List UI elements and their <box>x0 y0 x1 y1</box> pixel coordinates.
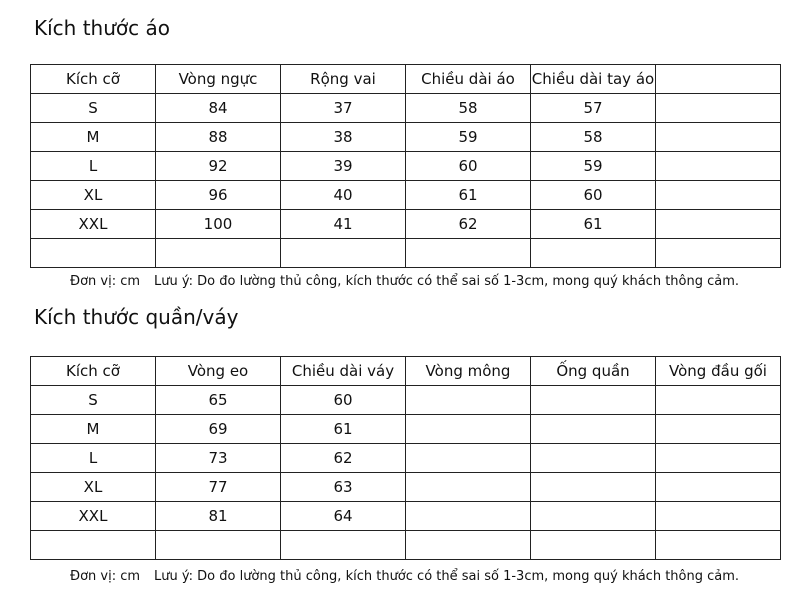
table-row <box>31 210 781 239</box>
table-cell <box>656 502 781 531</box>
table-cell <box>281 531 406 560</box>
table-row <box>31 444 781 473</box>
table-cell: 41 <box>281 210 406 239</box>
table-cell: 64 <box>281 502 406 531</box>
table-cell: L <box>31 444 156 473</box>
table-cell <box>406 531 531 560</box>
table-row <box>31 415 781 444</box>
table-cell: 58 <box>406 94 531 123</box>
table-cell <box>656 415 781 444</box>
table-row <box>31 94 781 123</box>
table-cell <box>656 473 781 502</box>
table-cell <box>156 239 281 268</box>
table-cell <box>656 210 781 239</box>
table-cell: 38 <box>281 123 406 152</box>
table-cell: M <box>31 123 156 152</box>
shirt-size-table <box>30 64 781 268</box>
table-cell: 63 <box>281 473 406 502</box>
table-row <box>31 152 781 181</box>
table-cell <box>531 386 656 415</box>
header-waist: Vòng eo <box>156 357 281 386</box>
table-row <box>31 531 781 560</box>
table-cell: 61 <box>406 181 531 210</box>
table-cell: 65 <box>156 386 281 415</box>
table-cell <box>31 531 156 560</box>
header-empty <box>656 65 781 94</box>
caution-note: Lưu ý: Do đo lường thủ công, kích thước có thể sai số 1-3cm, mong quý khách thông cảm. <box>154 274 740 289</box>
table-cell <box>531 531 656 560</box>
table-cell: M <box>31 415 156 444</box>
table-header-row <box>31 357 781 386</box>
table-cell <box>406 444 531 473</box>
table-cell <box>656 386 781 415</box>
table-row <box>31 502 781 531</box>
table-cell: 57 <box>531 94 656 123</box>
table-cell <box>531 473 656 502</box>
table-cell: 60 <box>531 181 656 210</box>
table-cell <box>656 531 781 560</box>
table-cell: 39 <box>281 152 406 181</box>
table-header-row <box>31 65 781 94</box>
table-cell: 69 <box>156 415 281 444</box>
table-cell <box>656 123 781 152</box>
table-cell <box>656 152 781 181</box>
table-cell <box>656 181 781 210</box>
table-cell <box>656 444 781 473</box>
table-cell <box>406 239 531 268</box>
header-skirt-length: Chiều dài váy <box>281 357 406 386</box>
table-cell: XL <box>31 473 156 502</box>
table-cell: 73 <box>156 444 281 473</box>
table-cell: 62 <box>281 444 406 473</box>
table-row <box>31 239 781 268</box>
table-cell: 59 <box>406 123 531 152</box>
table-cell: 37 <box>281 94 406 123</box>
table-row <box>31 386 781 415</box>
table-cell: 100 <box>156 210 281 239</box>
unit-note: Đơn vị: cm <box>70 274 141 289</box>
table-cell: XXL <box>31 210 156 239</box>
unit-note: Đơn vị: cm <box>70 569 141 584</box>
table-cell: 60 <box>406 152 531 181</box>
table-cell <box>656 94 781 123</box>
table-cell: 77 <box>156 473 281 502</box>
table-cell: 62 <box>406 210 531 239</box>
table-cell <box>406 386 531 415</box>
table-cell: L <box>31 152 156 181</box>
table-cell <box>531 415 656 444</box>
header-size: Kích cỡ <box>31 357 156 386</box>
table-cell: XXL <box>31 502 156 531</box>
header-leg-opening: Ống quần <box>531 357 656 386</box>
table-row <box>31 473 781 502</box>
table-cell: 92 <box>156 152 281 181</box>
table-cell <box>156 531 281 560</box>
table-cell: 81 <box>156 502 281 531</box>
table-cell: S <box>31 94 156 123</box>
table-cell: 96 <box>156 181 281 210</box>
header-hip: Vòng mông <box>406 357 531 386</box>
table-cell <box>406 473 531 502</box>
table-cell <box>406 502 531 531</box>
table-cell: 84 <box>156 94 281 123</box>
table-cell <box>281 239 406 268</box>
table-cell <box>531 444 656 473</box>
table-cell: 40 <box>281 181 406 210</box>
table-cell: 60 <box>281 386 406 415</box>
shirt-size-note <box>70 274 739 289</box>
table-cell: 61 <box>531 210 656 239</box>
table-cell <box>406 415 531 444</box>
table-cell: XL <box>31 181 156 210</box>
table-cell <box>531 502 656 531</box>
header-knee: Vòng đầu gối <box>656 357 781 386</box>
table-cell: 88 <box>156 123 281 152</box>
header-shoulder: Rộng vai <box>281 65 406 94</box>
pants-size-title: Kích thước quần/váy <box>34 305 239 329</box>
header-size: Kích cỡ <box>31 65 156 94</box>
table-cell <box>656 239 781 268</box>
pants-size-note <box>70 569 739 584</box>
table-cell: S <box>31 386 156 415</box>
header-sleeve-length: Chiều dài tay áo <box>531 65 656 94</box>
table-row <box>31 123 781 152</box>
table-cell: 59 <box>531 152 656 181</box>
header-shirt-length: Chiều dài áo <box>406 65 531 94</box>
table-cell: 58 <box>531 123 656 152</box>
shirt-size-title: Kích thước áo <box>34 16 170 40</box>
table-cell: 61 <box>281 415 406 444</box>
caution-note: Lưu ý: Do đo lường thủ công, kích thước có thể sai số 1-3cm, mong quý khách thông cảm. <box>154 569 740 584</box>
pants-size-table <box>30 356 781 560</box>
table-row <box>31 181 781 210</box>
table-cell <box>31 239 156 268</box>
header-chest: Vòng ngực <box>156 65 281 94</box>
table-cell <box>531 239 656 268</box>
